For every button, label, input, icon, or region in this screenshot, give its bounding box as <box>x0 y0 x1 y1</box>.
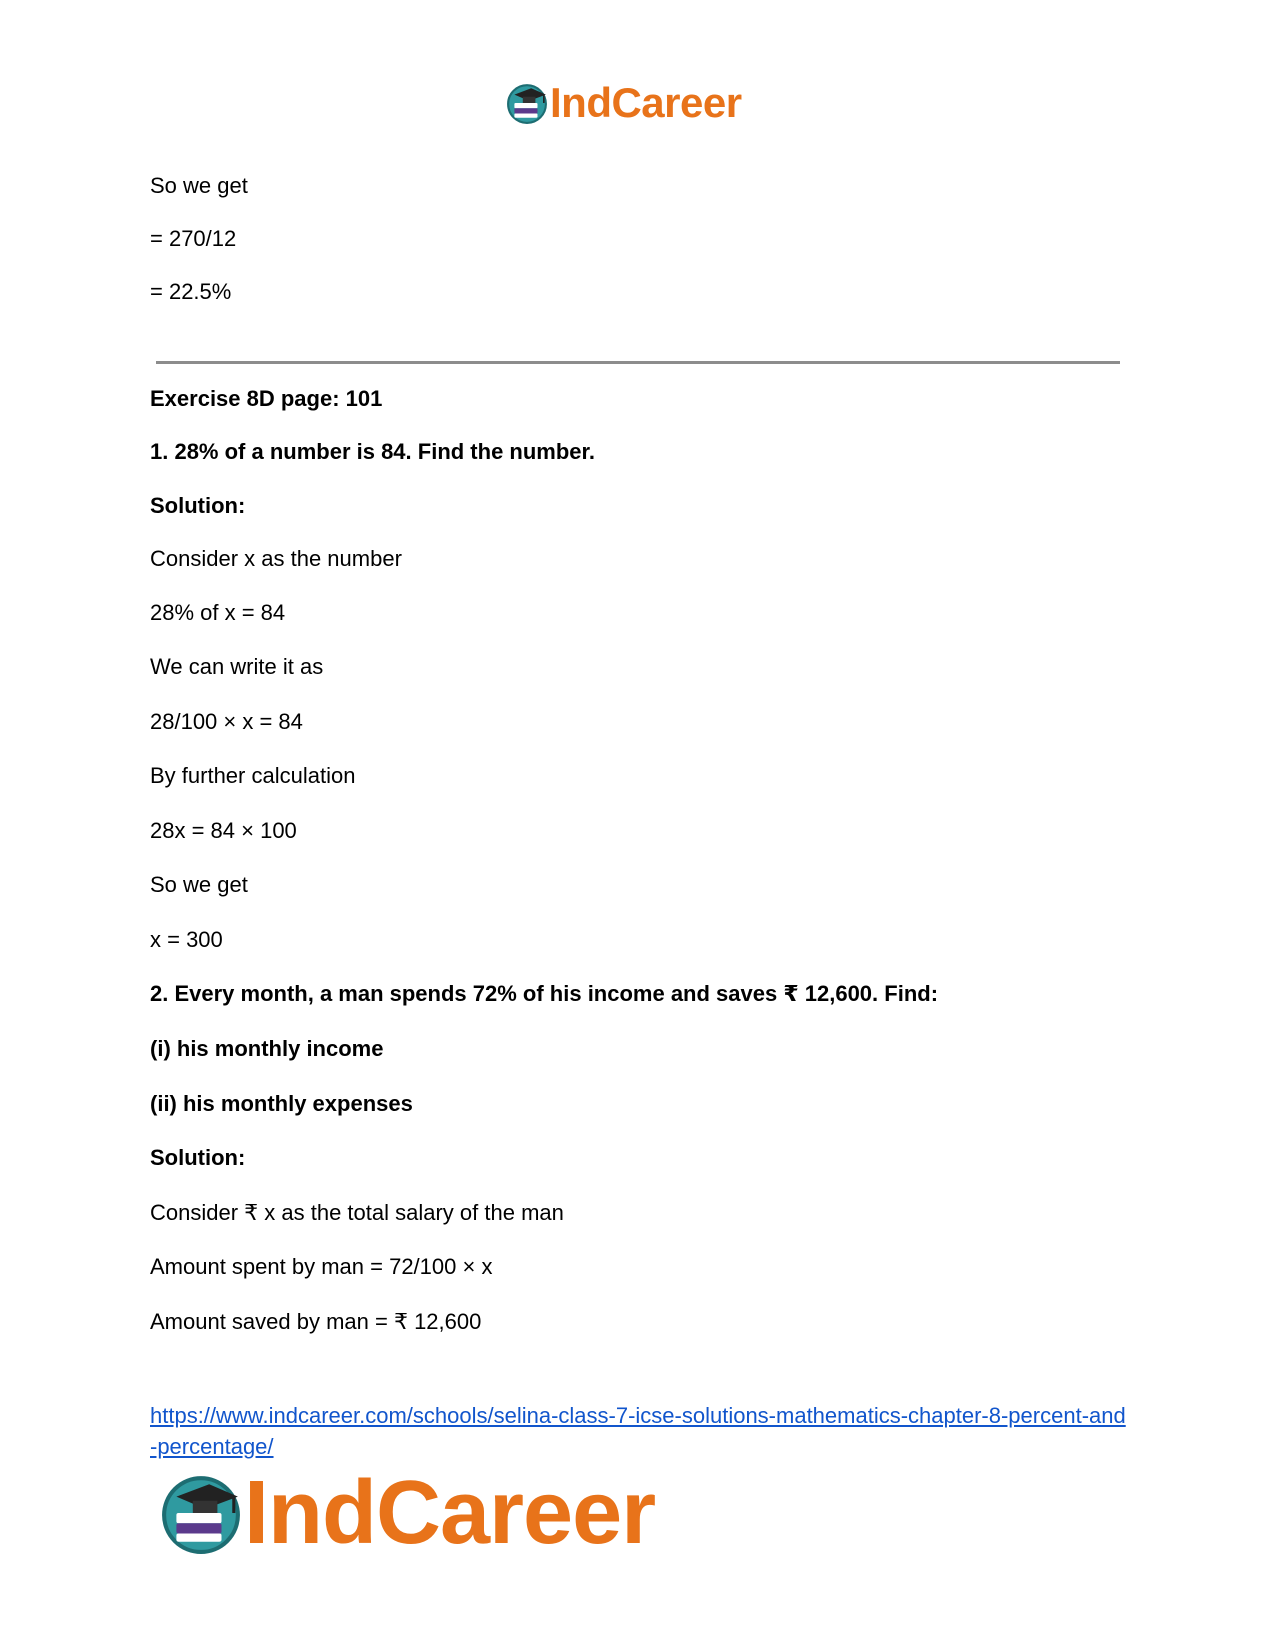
solution-step: We can write it as <box>150 654 324 679</box>
text-line: = 270/12 <box>150 226 237 251</box>
exercise-heading: Exercise 8D page: 101 <box>150 386 383 411</box>
question-2: 2. Every month, a man spends 72% of his income and saves ₹ 12,600. Find: <box>150 981 939 1006</box>
brand-wordmark: IndCareer <box>244 1463 656 1563</box>
source-link[interactable]: https://www.indcareer.com/schools/selina-class-7-icse-solutions-mathematics-chapter-8-percent-and-percentage/ <box>150 1403 1126 1459</box>
text-line: = 22.5% <box>150 279 232 304</box>
solution-step: Consider ₹ x as the total salary of the man <box>150 1200 564 1225</box>
solution-label: Solution: <box>150 1145 246 1170</box>
brand-wordmark: IndCareer <box>550 79 742 126</box>
question-1: 1. 28% of a number is 84. Find the number. <box>150 439 595 464</box>
question-2-part-ii: (ii) his monthly expenses <box>150 1091 413 1116</box>
solution-step: Amount spent by man = 72/100 × x <box>150 1254 493 1279</box>
solution-step: So we get <box>150 872 248 897</box>
solution-label: Solution: <box>150 493 246 518</box>
solution-step: 28% of x = 84 <box>150 600 286 625</box>
horizontal-divider <box>156 361 1120 364</box>
solution-step: Amount saved by man = ₹ 12,600 <box>150 1309 482 1334</box>
footer-logo <box>160 1463 656 1563</box>
solution-step: Consider x as the number <box>150 546 402 571</box>
header-logo <box>506 78 742 128</box>
solution-step: 28x = 84 × 100 <box>150 818 297 843</box>
text-line: So we get <box>150 173 248 198</box>
graduation-book-icon <box>160 1472 242 1554</box>
solution-step: x = 300 <box>150 927 223 952</box>
solution-step: 28/100 × x = 84 <box>150 709 303 734</box>
graduation-book-icon <box>506 82 548 124</box>
question-2-part-i: (i) his monthly income <box>150 1036 384 1061</box>
solution-step: By further calculation <box>150 763 356 788</box>
